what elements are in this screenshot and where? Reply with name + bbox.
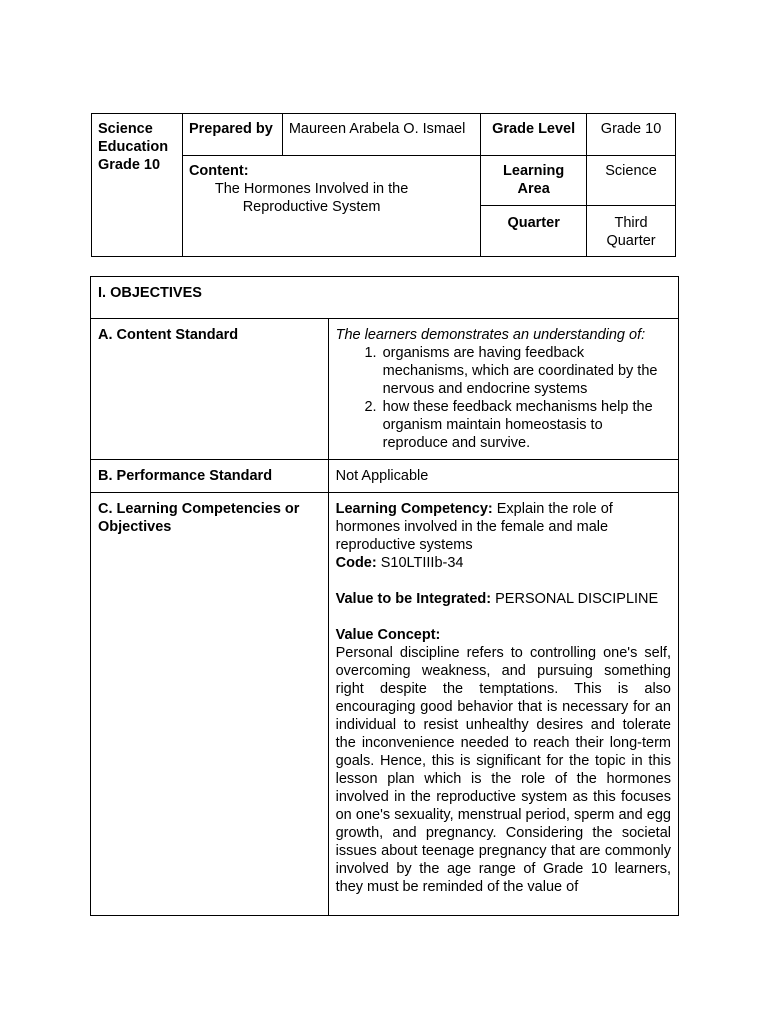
learning-area-label: Learning Area: [481, 156, 587, 206]
grade-level-value: Grade 10: [587, 114, 676, 156]
prepared-by-value: Maureen Arabela O. Ismael: [282, 114, 480, 156]
learning-area-value: Science: [587, 156, 676, 206]
learning-competency: Learning Competency: Explain the role of hormones involved in the female and male reproductive systems: [335, 501, 613, 553]
value-integrated: Value to be Integrated: PERSONAL DISCIPLINE: [335, 591, 659, 607]
subject-cell: Science Education Grade 10: [92, 114, 183, 257]
content-standard-label: A. Content Standard: [91, 319, 329, 460]
value-concept-text: Personal discipline refers to controlling one's self, overcoming weakness, and pursuing something right despite the temptations. This is also encouraging good behavior that is necessary for an individual to resist unhealthy desires and tolerate the inconvenience needed to reach their long-term goals. Hence, this is significant for the topic in this lesson plan which is the role of the hormones involved in the reproductive system as this focuses on one's sexuality, menstrual period, sperm and egg growth, and pregnancy. Considering the societal issues about teenage pregnancy that are commonly involved by the age range of Grade 10 learners, they must be reminded of the value of: [335, 645, 671, 895]
content-cell: [182, 156, 480, 257]
value-concept-label: Value Concept:: [335, 627, 441, 643]
content-value: The Hormones Involved in the Reproductive System: [214, 181, 409, 215]
quarter-value: Third Quarter: [587, 206, 676, 257]
competencies-value: [328, 493, 678, 916]
objectives-title: I. OBJECTIVES: [91, 277, 679, 319]
content-standard-list: [336, 344, 671, 452]
grade-level-label: Grade Level: [481, 114, 587, 156]
lesson-header-table: [91, 113, 676, 257]
performance-standard-value: Not Applicable: [328, 460, 678, 493]
prepared-by-label: Prepared by: [182, 114, 282, 156]
list-item: 2. how these feedback mechanisms help the organism maintain homeostasis to reproduce and survive.: [381, 398, 671, 452]
quarter-label: Quarter: [481, 206, 587, 257]
content-label: Content:: [188, 163, 249, 179]
content-standard-intro: The learners demonstrates an understanding of:: [335, 327, 646, 343]
list-item: 1. organisms are having feedback mechanisms, which are coordinated by the nervous and endocrine systems: [381, 344, 671, 398]
competency-code: Code: S10LTIIIb-34: [335, 555, 464, 571]
competencies-label: C. Learning Competencies or Objectives: [91, 493, 329, 916]
objectives-table: [90, 276, 679, 916]
content-standard-value: [328, 319, 678, 460]
performance-standard-label: B. Performance Standard: [91, 460, 329, 493]
